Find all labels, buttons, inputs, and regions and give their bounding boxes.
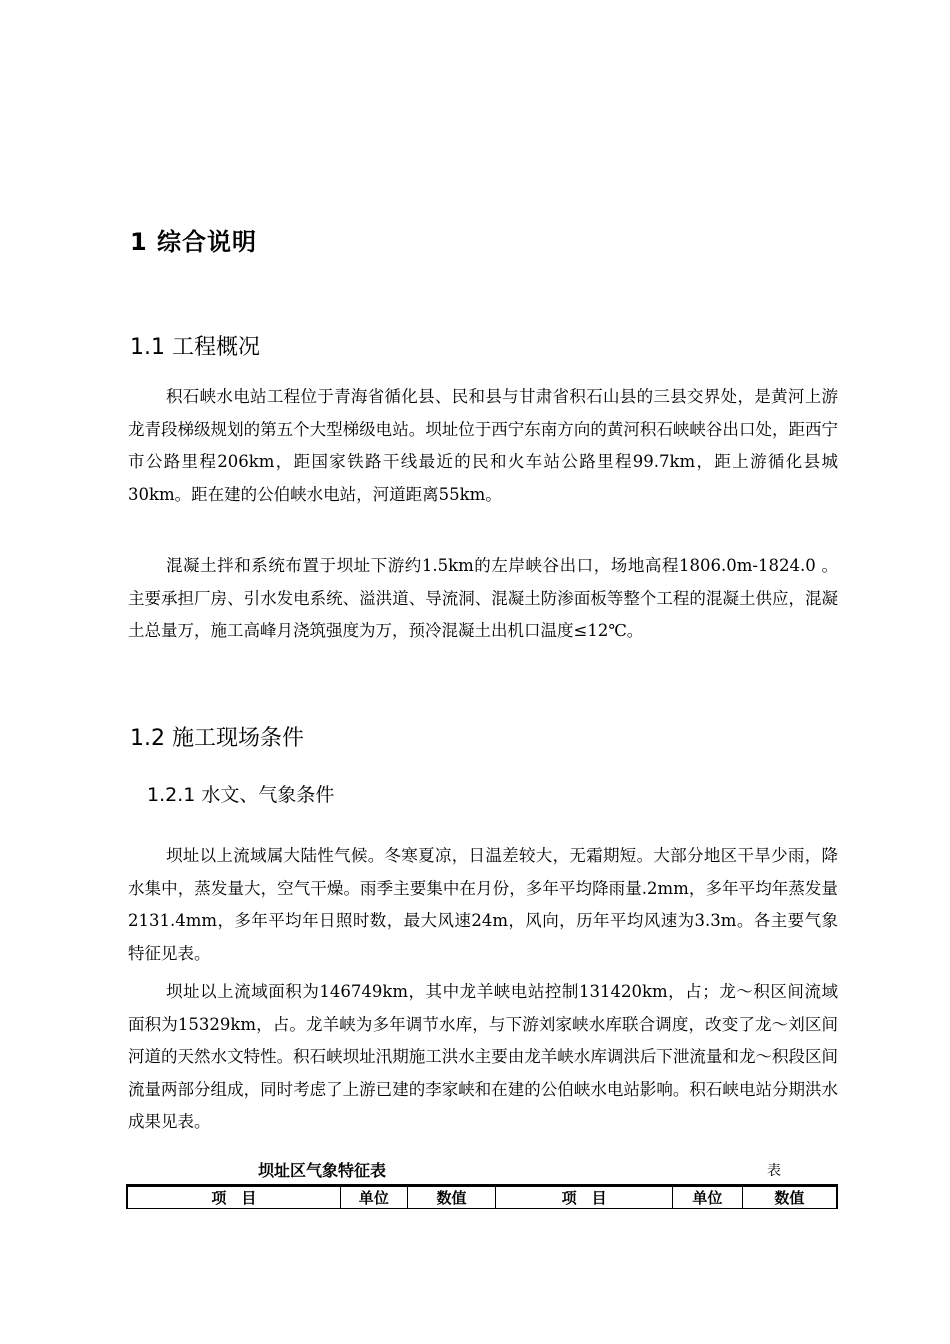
header-item: 项 目 bbox=[127, 1186, 340, 1209]
section-heading-1-2: 1.2 施工现场条件 bbox=[130, 726, 304, 751]
paragraph-project-overview: 积石峡水电站工程位于青海省循化县、民和县与甘肃省积石山县的三县交界处，是黄河上游龙青段梯级规划的第五个大型梯级电站。坝址位于西宁东南方向的黄河积石峡峡谷出口处，距西宁市公路里程206km，距国家铁路干线最近的民和火车站公路里程99.7km，距上游循化县城30km。距在建的公伯峡水电站，河道距离55km。 bbox=[128, 387, 838, 504]
header-value: 数值 bbox=[742, 1186, 837, 1209]
chapter-heading: 1 综合说明 bbox=[130, 228, 258, 256]
header-unit: 单位 bbox=[672, 1186, 742, 1209]
paragraph-climate: 坝址以上流域属大陆性气候。冬寒夏凉，日温差较大，无霜期短。大部分地区干旱少雨，降水集中，蒸发量大，空气干燥。雨季主要集中在月份，多年平均降雨量.2mm，多年平均年蒸发量2131.4mm，多年平均年日照时数，最大风速24m，风向，历年平均风速为3.3m。各主要气象特征见表。 bbox=[128, 846, 838, 963]
header-value: 数值 bbox=[407, 1186, 496, 1209]
header-unit: 单位 bbox=[340, 1186, 407, 1209]
table-header-row bbox=[127, 1186, 837, 1209]
section-heading-1-1: 1.1 工程概况 bbox=[130, 335, 260, 360]
table-caption-suffix: 表 bbox=[767, 1163, 781, 1179]
header-item: 项 目 bbox=[496, 1186, 673, 1209]
subsection-heading-1-2-1: 1.2.1 水文、气象条件 bbox=[147, 784, 335, 806]
climate-table bbox=[126, 1184, 838, 1209]
table-caption: 坝址区气象特征表 bbox=[258, 1161, 387, 1180]
paragraph-mixing-system: 混凝土拌和系统布置于坝址下游约1.5km的左岸峡谷出口，场地高程1806.0m-1824.0 。主要承担厂房、引水发电系统、溢洪道、导流洞、混凝土防渗面板等整个工程的混凝土供应，混凝土总量万，施工高峰月浇筑强度为万，预冷混凝土出机口温度≤12℃。 bbox=[128, 556, 838, 640]
paragraph-hydrology: 坝址以上流域面积为146749km，其中龙羊峡电站控制131420km，占；龙～积区间流域面积为15329km，占。龙羊峡为多年调节水库，与下游刘家峡水库联合调度，改变了龙～刘区间河道的天然水文特性。积石峡坝址汛期施工洪水主要由龙羊峡水库调洪后下泄流量和龙～积段区间流量两部分组成，同时考虑了上游已建的李家峡和在建的公伯峡水电站影响。积石峡电站分期洪水成果见表。 bbox=[128, 982, 838, 1131]
